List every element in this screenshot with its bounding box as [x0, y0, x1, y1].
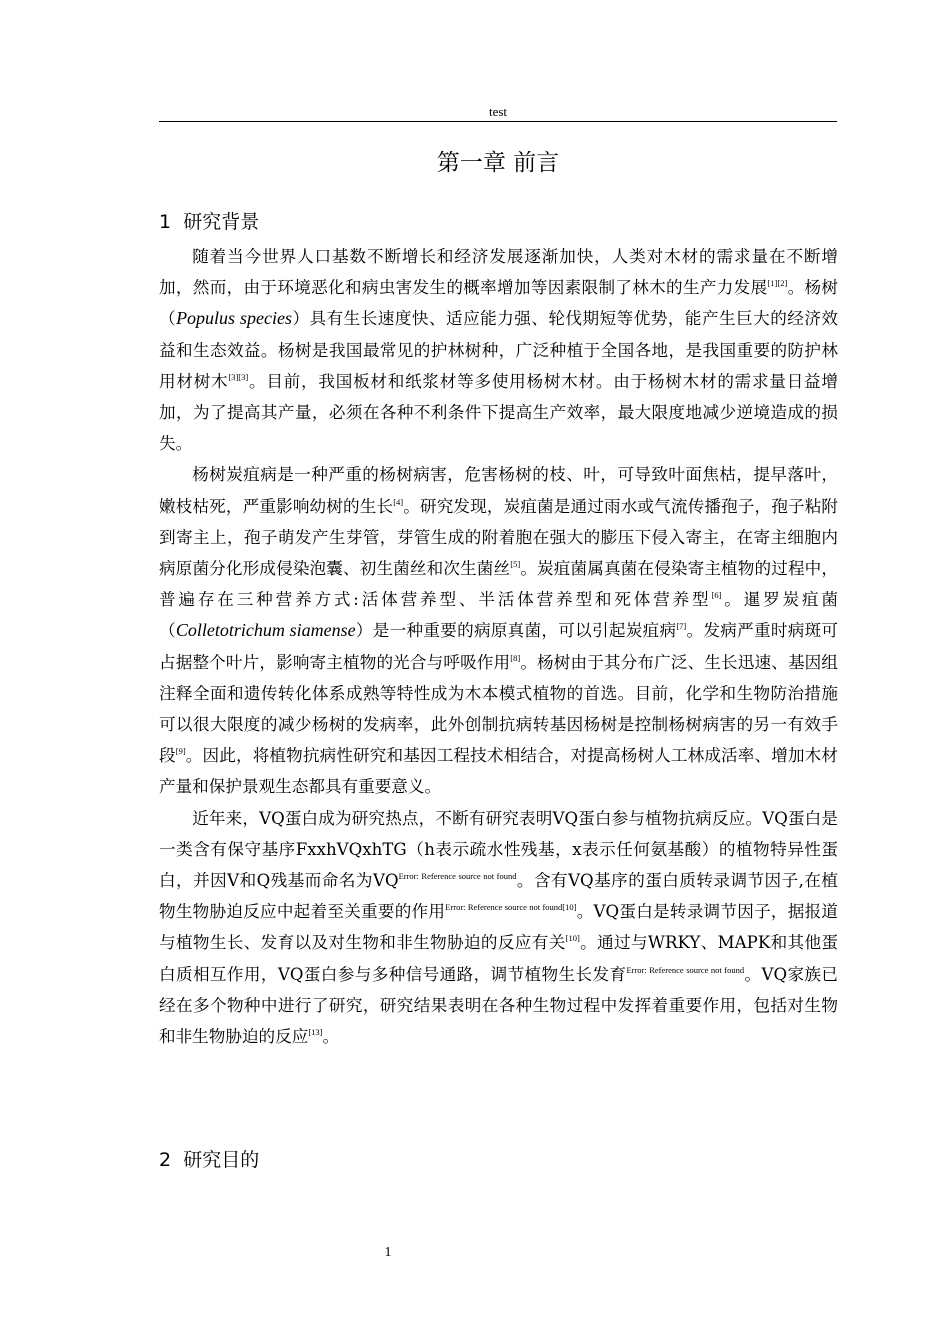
text-run: 。暹罗炭疽菌（	[159, 590, 839, 641]
text-run: 。VQ蛋白是转录调节因子，据报道与植物生长、发育以及对生物和非生物胁迫的反应有关	[159, 902, 839, 953]
citation-ref: [10]	[565, 933, 580, 944]
text-run: 。因此，将植物抗病性研究和基因工程技术相结合，对提高杨树人工林成活率、增加木材产量和保护景观生态都具有重要意义。	[159, 746, 839, 797]
text-run: ）具有生长速度快、适应能力强、轮伐期短等优势，能产生巨大的经济效益和生态效益。杨树是我国最常见的护林树种，广泛种植于全国各地，是我国重要的防护林用材树木	[159, 309, 838, 391]
text-run: 近年来，VQ蛋白成为研究热点，不断有研究表明VQ蛋白参与植物抗病反应。VQ蛋白是一类含有保守基序FxxhVQxhTG（h表示疏水性残基，x表示任何氨基酸）的植物特异性蛋白，并因V和Q残基而命名为VQ	[159, 808, 838, 891]
text-run: 。杨树（	[159, 278, 839, 329]
citation-ref: [1][2]	[767, 278, 788, 289]
text-run: 。含有VQ基序的蛋白质转录调节因子,在植物生物胁迫反应中起着至关重要的作用	[159, 871, 838, 922]
running-header: test	[488, 104, 508, 119]
citation-ref: Error: Reference source not found	[626, 964, 745, 975]
citation-ref: [8]	[510, 652, 521, 663]
section-number: 1	[159, 211, 172, 233]
paragraph-3	[159, 803, 838, 1053]
citation-ref: [13]	[308, 1027, 323, 1038]
text-run: 杨树炭疽病是一种严重的杨树病害，危害杨树的枝、叶，可导致叶面焦枯，提早落叶，嫩枝枯死，严重影响幼树的生长	[159, 465, 838, 516]
citation-ref: [6]	[711, 590, 722, 601]
text-run: 。	[322, 1027, 340, 1047]
citation-ref: [5]	[510, 559, 521, 570]
citation-ref: [4]	[393, 496, 404, 507]
text-run: 随着当今世界人口基数不断增长和经济发展逐渐加快，人类对木材的需求量在不断增加，然而，由于环境恶化和病虫害发生的概率增加等因素限制了林木的生产力发展	[159, 247, 838, 298]
paragraph-1	[159, 241, 838, 459]
citation-ref: [9]	[175, 746, 186, 757]
section-title: 研究背景	[183, 211, 260, 233]
section-heading-2	[159, 1145, 259, 1172]
text-run: 。通过与WRKY、MAPK和其他蛋白质相互作用，VQ蛋白参与多种信号通路，调节植物生长发育	[159, 933, 838, 984]
text-run: 。VQ家族已经在多个物种中进行了研究，研究结果表明在各种生物过程中发挥着重要作用，包括对生物和非生物胁迫的反应	[159, 964, 838, 1047]
citation-ref: [3][3]	[228, 371, 249, 382]
citation-ref: Error: Reference source not found[10]	[445, 902, 577, 913]
text-run: 。炭疽菌属真菌在侵染寄主植物的过程中，普遍存在三种营养方式:活体营养型、半活体营养型和死体营养型	[159, 559, 838, 610]
header-rule	[159, 121, 837, 122]
species-name: Colletotrichum siamense	[175, 620, 356, 641]
section-title: 研究目的	[183, 1149, 260, 1171]
text-run: 。发病严重时病斑可占据整个叶片，影响寄主植物的光合与呼吸作用	[159, 621, 839, 672]
chapter-title: 第一章 前言	[436, 150, 560, 176]
text-run: ）是一种重要的病原真菌，可以引起炭疽病	[355, 621, 677, 641]
text-run: 。目前，我国板材和纸浆材等多使用杨树木材。由于杨树木材的需求量日益增加，为了提高其产量，必须在各种不利条件下提高生产效率，最大限度地减少逆境造成的损失。	[159, 371, 839, 454]
citation-ref: [7]	[676, 621, 687, 632]
body-text	[159, 241, 838, 1052]
citation-ref: Error: Reference source not found	[398, 871, 517, 882]
page-number: 1	[384, 1245, 392, 1260]
section-number: 2	[159, 1149, 172, 1171]
section-heading-1	[159, 207, 259, 234]
text-run: 。杨树由于其分布广泛、生长迅速、基因组注释全面和遗传转化体系成熟等特性成为木本模式植物的首选。目前，化学和生物防治措施可以很大限度的减少杨树的发病率，此外创制抗病转基因杨树是控制杨树病害的另一有效手段	[159, 652, 838, 766]
species-name: Populus species	[176, 308, 293, 329]
text-run: 。研究发现，炭疽菌是通过雨水或气流传播孢子，孢子粘附到寄主上，孢子萌发产生芽管，芽管生成的附着胞在强大的膨压下侵入寄主，在寄主细胞内病原菌分化形成侵染泡囊、初生菌丝和次生菌丝	[159, 496, 839, 579]
paragraph-2	[159, 459, 838, 802]
